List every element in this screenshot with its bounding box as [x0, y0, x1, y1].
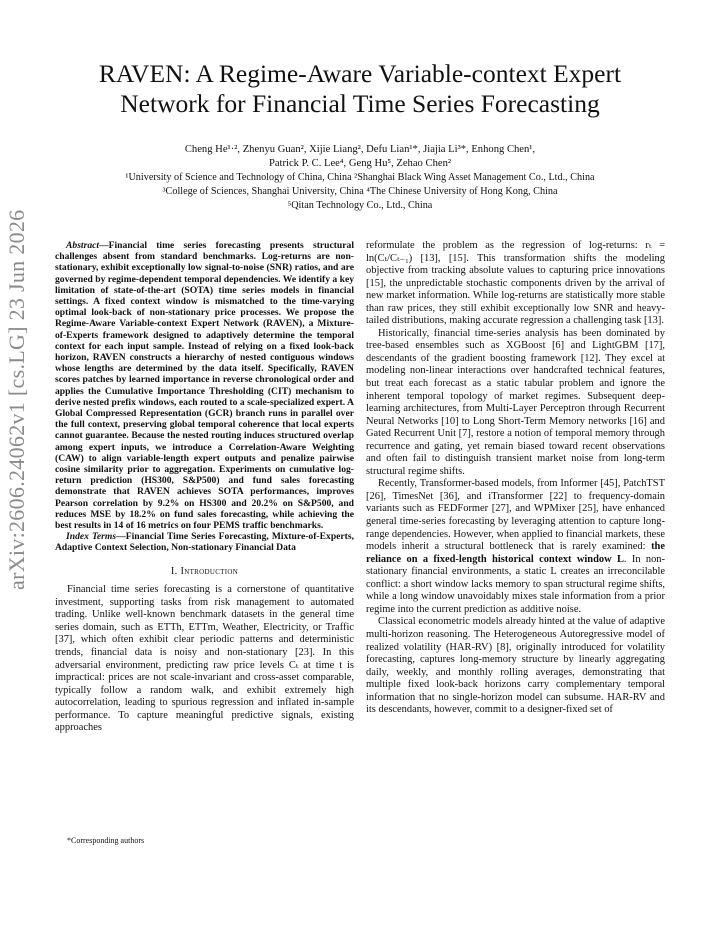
affiliation-line-1: ¹University of Science and Technology of China, China ²Shanghai Black Wing Asset Management Co., Ltd., China: [125, 172, 595, 183]
paper-title: [30, 59, 690, 119]
right-paragraph-2: Historically, financial time-series analysis has been dominated by tree-based ensembles such as XGBoost [6] and LightGBM [17], descendants of the gradient boosting framework [12]. They excel at modeling non-linear interactions over handcrafted technical features, but treat each forecast as a static tabular problem and ignore the inherent temporal topology of market regimes. Subsequent deep-learning architectures, from Multi-Layer Perceptron through Recurrent Neural Networks [10] to Long Short-Term Memory networks [16] and Gated Recurrent Unit [7], restore a notion of temporal memory through recurrence and gating, yet remain biased toward recent observations and often fail to distinguish transient market noise from long-term structural regime shifts.: [366, 327, 665, 477]
authors-line-2: Patrick P. C. Lee⁴, Geng Hu⁵, Zehao Chen²: [268, 158, 452, 169]
arxiv-stamp-text: arXiv:2606.24062v1 [cs.LG] 23 Jun 2026: [4, 209, 29, 590]
section-heading: [55, 566, 354, 579]
right-paragraph-4: Classical econometric models already hinted at the value of adaptive multi-horizon reasoning. The Heterogeneous Autoregressive model of realized volatility (HAR-RV) [8], originally introduced for volatility forecasting, captures long-memory structure by linearly aggregating daily, weekly, and monthly rolling averages, demonstrating that multiple fixed look-back horizons carry complementary temporal information that no single-horizon model can subsume. HAR-RV and its descendants, however, commit to a designer-fixed set of: [366, 616, 665, 716]
abstract-lead: Abstract: [66, 240, 100, 251]
section-number: I.: [170, 565, 178, 577]
authors-line-1: Cheng He¹·², Zhenyu Guan², Xijie Liang², Defu Lian¹*, Jiajia Li³*, Enhong Chen¹,: [184, 144, 536, 155]
right-paragraph-3: [366, 478, 665, 616]
right-paragraph-3-a: Recently, Transformer-based models, from Informer [45], PatchTST [26], TimesNet [36], and iTransformer [22] to frequency-domain variants such as FEDFormer [27], and WPMixer [25], have enhanced general time-series forecasting by leveraging attention to capture long-range dependencies. However, when applied to financial markets, these models inherit a structural bottleneck that is rarely examined:: [366, 478, 665, 553]
section-title: Introduction: [180, 565, 239, 577]
index-terms-lead: Index Terms: [66, 531, 117, 543]
footnote-text: *Corresponding authors: [67, 836, 145, 845]
footnote: [55, 836, 354, 846]
title-line-2: Network for Financial Time Series Forecasting: [120, 89, 600, 118]
index-terms: [55, 531, 354, 553]
right-column: [366, 240, 665, 717]
title-line-1: RAVEN: A Regime-Aware Variable-context Expert: [98, 59, 622, 88]
index-terms-text: —Financial Time Series Forecasting, Mixture-of-Experts, Adaptive Context Selection, Non-stationary Financial Data: [55, 531, 354, 554]
affiliation-line-3: ⁵Qitan Technology Co., Ltd., China: [287, 200, 433, 211]
affiliation-line-2: ³College of Sciences, Shanghai University, China ⁴The Chinese University of Hong Kong, China: [162, 186, 558, 197]
abstract: [55, 240, 354, 531]
right-paragraph-3-b: . In non-stationary financial environments, a static L creates an irreconcilable conflict: a short window lacks memory to span structural regime shifts, while a long window unavoidably mixes stale information from a prior regime into the current prediction as additive noise.: [366, 553, 665, 615]
right-paragraph-3-bold: the reliance on a fixed-length historical context window L: [366, 541, 665, 565]
right-paragraph-1: reformulate the problem as the regression of log-returns: rₜ = ln(Cₜ/Cₜ₋₁) [13], [15]. This transformation shifts the modeling objective from tracking absolute values to capturing price innovations [15], the unpredictable stochastic components driven by the arrival of new market information. While log-returns are statistically more stable than raw prices, they still exhibit exceptionally low SNR and heavy-tailed distributions, making accurate regression a challenging task [13].: [366, 240, 665, 327]
left-column: [55, 240, 354, 735]
abstract-text: —Financial time series forecasting presents structural challenges absent from standard benchmarks. Log-returns are non-stationary, exhibit exceptionally low signal-to-noise (SNR) ratios, and are governed by regime-dependent temporal dependencies. We identify a key limitation of state-of-the-art (SOTA) time series models in financial settings. A fixed context window is mismatched to the time-varying optimal look-back of non-stationary price processes. We propose the Regime-Aware Variable-context Expert Network (RAVEN), a Mixture-of-Experts framework designed to adaptively determine the temporal context for each input sample. Instead of relying on a fixed look-back horizon, RAVEN constructs a hierarchy of nested contiguous windows whose lengths are determined by the data itself. Specifically, RAVEN scores patches by learned importance in reverse chronological order and applies the Cumulative Importance Thresholding (CIT) mechanism to derive nested prefix windows, each routed to a scale-specialized expert. A Global Compressed Representation (GCR) branch runs in parallel over the full context, preserving global temporal coherence that local experts cannot guarantee. Because the nested routing induces structured overlap among expert inputs, we introduce a Correlation-Aware Weighting (CAW) to align variable-length expert outputs and penalize pairwise cosine similarity prior to aggregation. Experiments on cumulative log-return prediction (HS300, S&P500) and fund sales forecasting demonstrate that RAVEN achieves SOTA performances, improves Pearson correlation by 9.2% on HS300 and 20.2% on S&P500, and reduces MSE by 18.2% on fund sales forecasting, while achieving the best results in 14 of 16 metrics on four PEMS traffic benchmarks.: [55, 240, 354, 532]
author-block: [40, 143, 680, 213]
intro-paragraph: Financial time series forecasting is a cornerstone of quantitative investment, supporting tasks from risk management to automated trading. Unlike well-known benchmark datasets in the general time series domain, such as ETTh, ETTm, Weather, Electricity, or Traffic [37], which often exhibit clear periodic patterns and deterministic trends, financial data is noisy and non-stationary [23]. In this adversarial environment, predicting raw price levels Cₜ at time t is impractical: prices are not scale-invariant and cross-asset comparable, typically follow a random walk, and exhibit extremely high autocorrelation, leading to spurious regression and inflated in-sample performance. To capture meaningful predictive signals, existing approaches: [55, 584, 354, 734]
